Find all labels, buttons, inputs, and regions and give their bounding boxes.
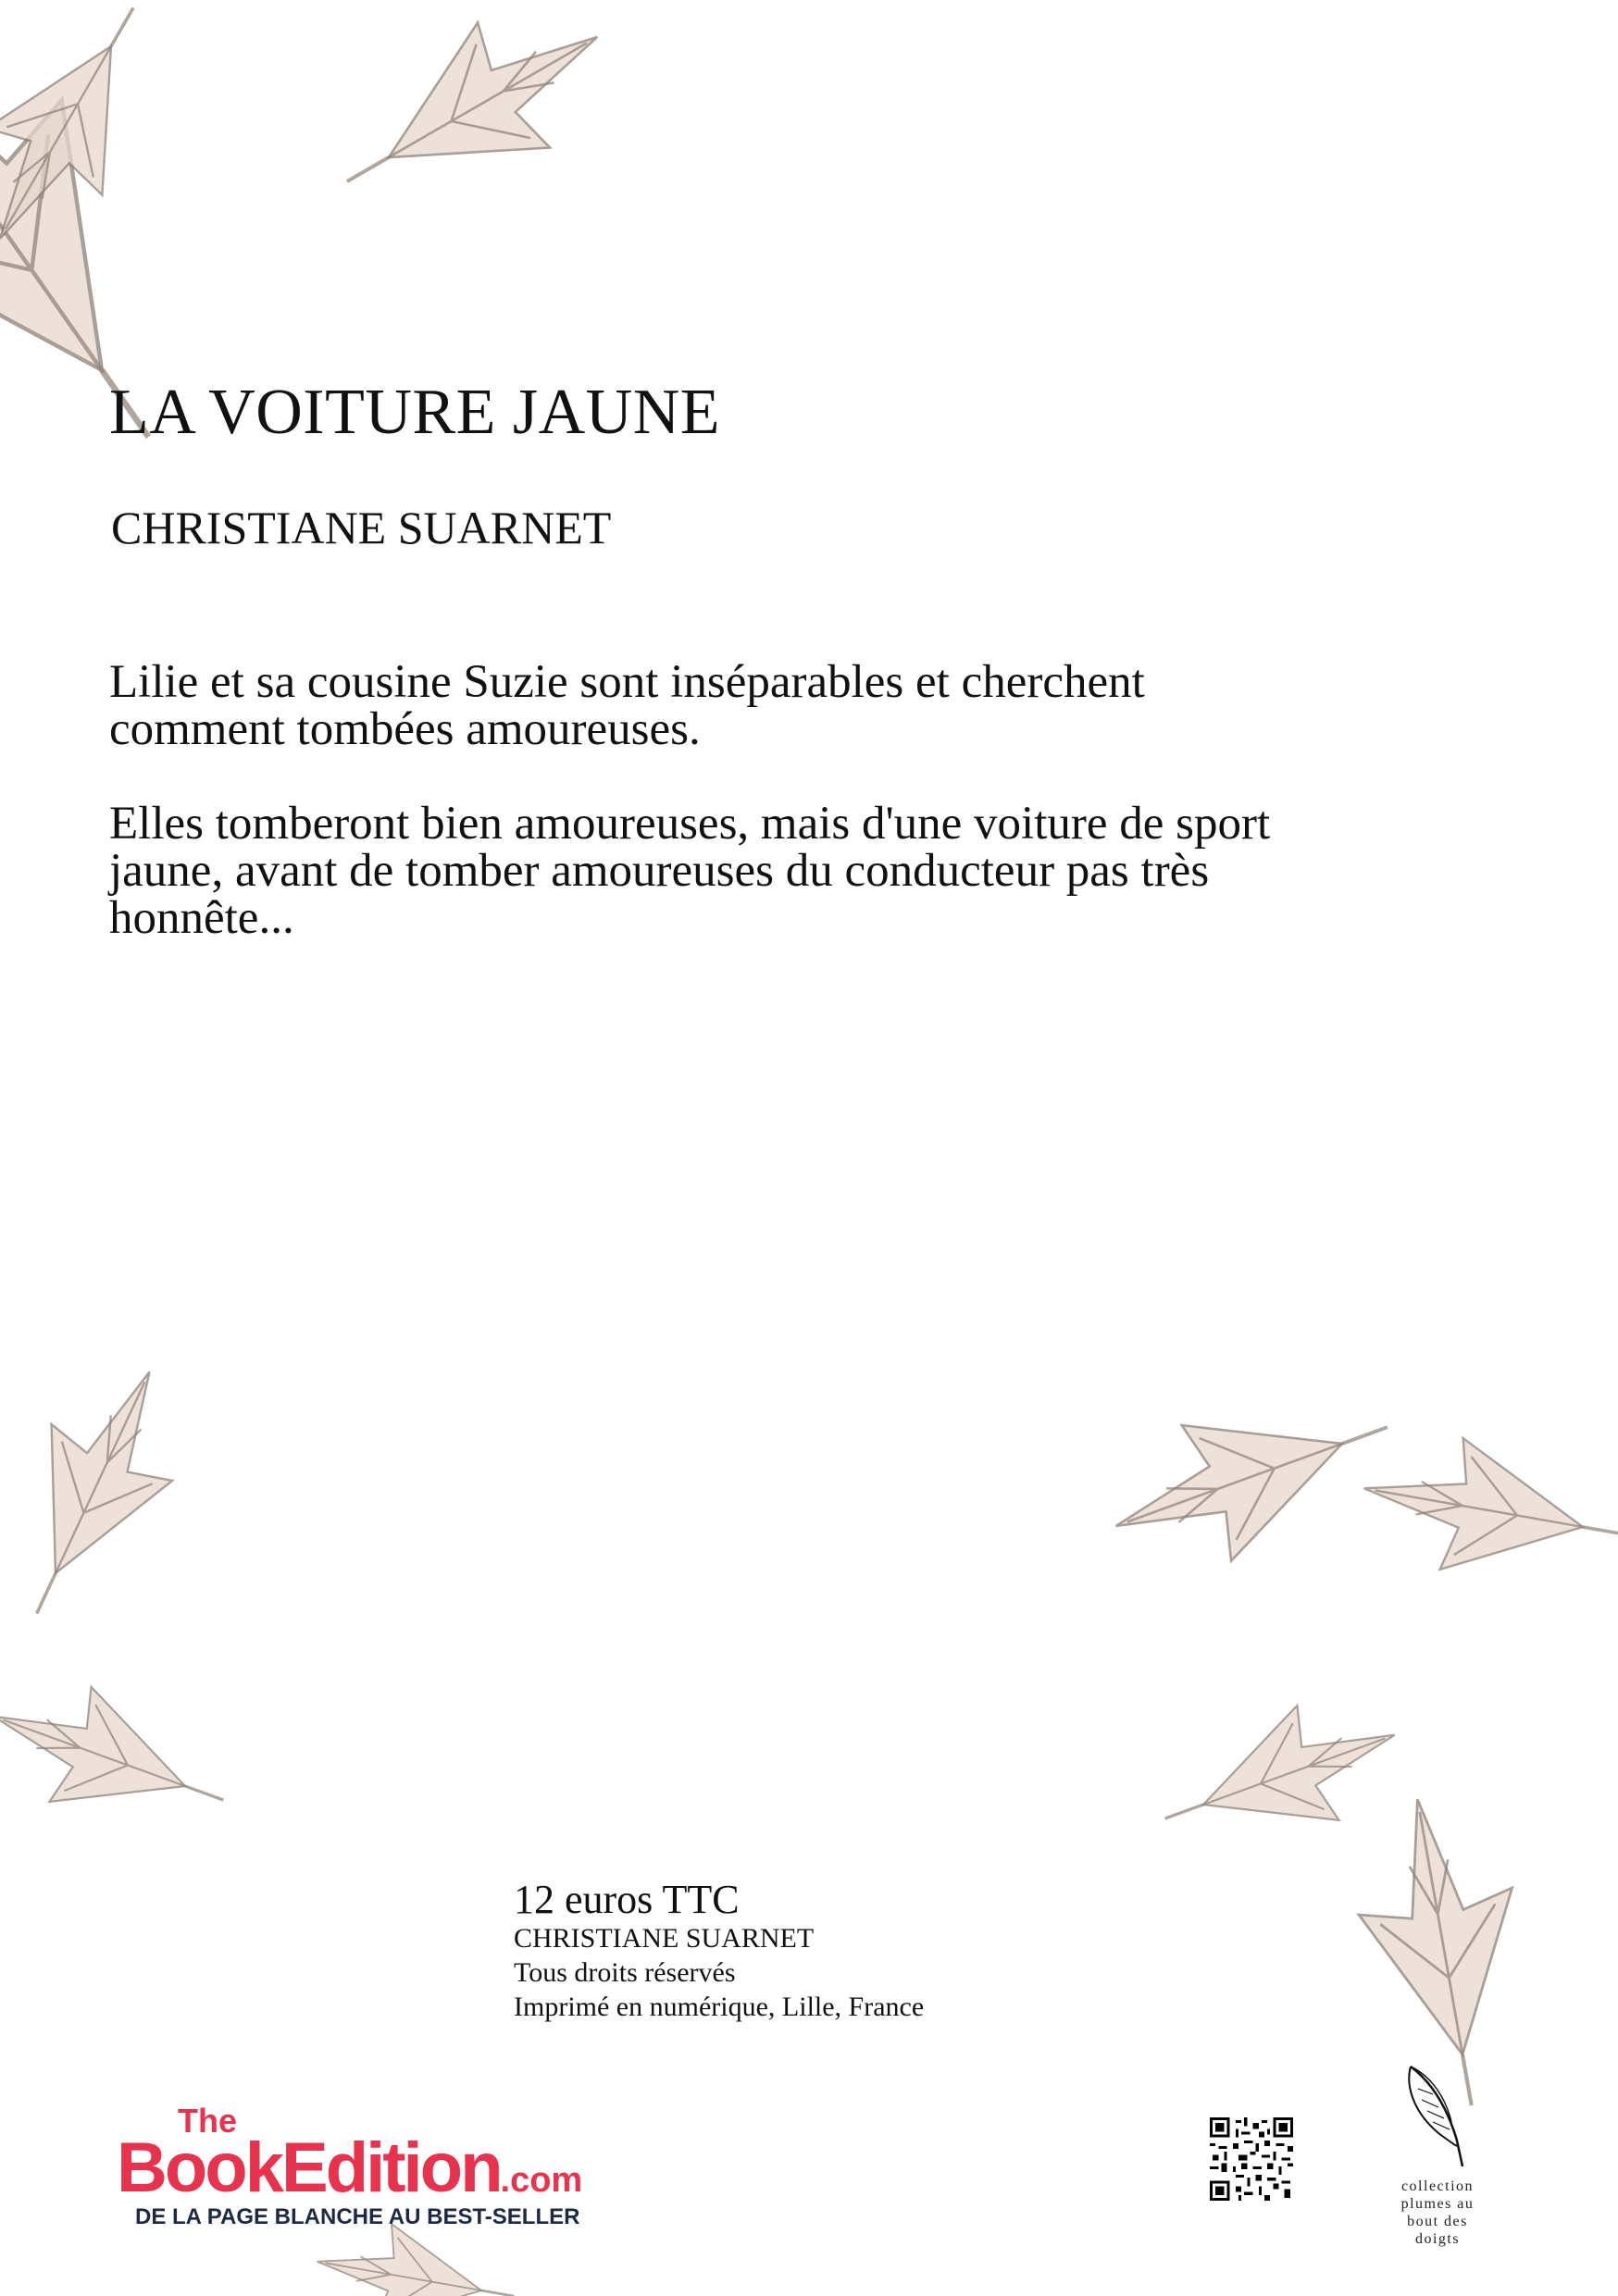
qr-code-icon (1210, 2117, 1293, 2201)
blurb-paragraph: Lilie et sa cousine Suzie sont inséparables et cherchent comment tombées amoureuses. (109, 656, 1145, 755)
book-title: LA VOITURE JAUNE (109, 377, 721, 448)
logo-the: The (178, 2102, 238, 2140)
leaf-left-2 (0, 1659, 244, 1857)
leaf-top-left-2 (311, 0, 633, 244)
leaf-right-2 (1352, 1422, 1618, 1600)
collection-line: plumes au (1400, 2196, 1475, 2212)
logo-tagline: DE LA PAGE BLANCHE AU BEST-SELLER (135, 2204, 580, 2229)
book-author: CHRISTIANE SUARNET (111, 502, 612, 553)
printing-notice: Imprimé en numérique, Lille, France (514, 1992, 925, 2022)
rights-notice: Tous droits réservés (514, 1957, 736, 1988)
leaf-right-1 (1091, 1359, 1413, 1594)
colophon-author: CHRISTIANE SUARNET (514, 1923, 815, 1954)
publisher-logo (111, 2103, 666, 2241)
leaf-bottom-right-1 (1144, 1678, 1415, 1876)
blurb-paragraph: Elles tomberont bien amoureuses, mais d'une voiture de sport jaune, avant de tomber amoureuses du conducteur pas très honnête... (109, 798, 1271, 944)
collection-badge (1387, 2061, 1488, 2248)
logo-domain: .com (500, 2161, 583, 2200)
logo-name: BookEdition (117, 2128, 501, 2207)
leaf-left-1 (0, 1344, 210, 1642)
collection-line: bout des (1407, 2214, 1468, 2229)
quill-icon (1390, 2061, 1474, 2170)
book-blurb (109, 656, 1313, 989)
collection-line: collection (1400, 2178, 1475, 2194)
colophon (514, 1879, 924, 2024)
price: 12 euros TTC (514, 1877, 740, 1922)
collection-line: doigts (1414, 2231, 1461, 2247)
